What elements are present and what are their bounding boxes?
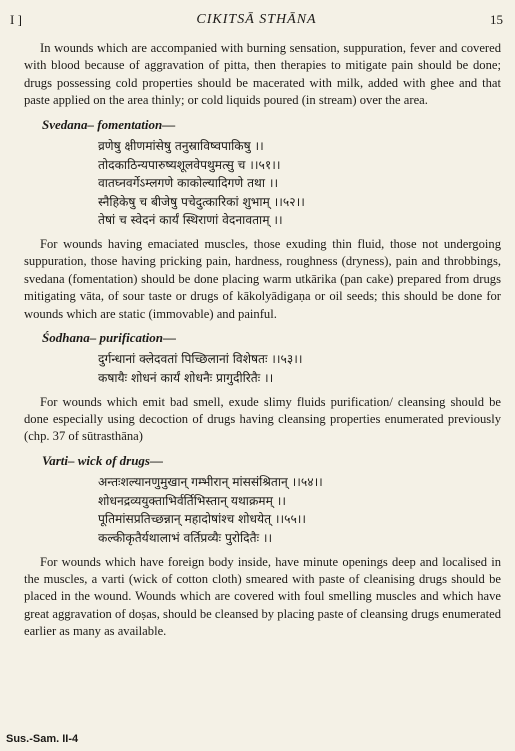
paragraph-sodhana: For wounds which emit bad smell, exude slimy fluids purification/ cleansing should be done especially using decoction of drugs having cleansing properties enumerated previously (chp. 37 of sūtrasthāna): [24, 394, 501, 444]
paragraph-pitta-wounds: In wounds which are accompanied with burning sensation, suppuration, fever and covered with blood because of aggravation of pitta, then therapies to mitigate pain should be done; drugs possessing cold properties should be macerated with milk, added with ghee and that paste applied on the area thinly; or cold liquids poured (in stream) over the area.: [24, 41, 501, 108]
verse-block-varti: [98, 473, 501, 547]
page-number: 15: [490, 12, 503, 27]
verse-line: पूतिमांसप्रतिच्छन्नान् महादोषांश्च शोधयेत् ।।५५।।: [98, 512, 307, 527]
page-header: [10, 12, 503, 32]
verse-line: तोदकाठिन्यपारुष्यशूलवेपथुमत्सु च ।।५१।।: [98, 157, 281, 172]
section-heading-varti: Varti– wick of drugs—: [42, 452, 163, 468]
verse-line: दुर्गन्धानां क्लेदवतां पिच्छिलानां विशेषतः ।।५३।।: [98, 352, 303, 367]
verse-line: कल्कीकृतैर्यथालाभं वर्तिप्रव्यैः पुरोदितैः ।।: [98, 531, 273, 546]
verse-line: अन्तःशल्यानणुमुखान् गम्भीरान् मांससंश्रितान् ।।५४।।: [98, 475, 323, 490]
verse-block-sodhana: [98, 350, 501, 387]
verse-line: वातघ्नवर्गेऽम्लगणे काकोल्यादिगणे तथा ।।: [98, 176, 279, 191]
paragraph-svedana: For wounds having emaciated muscles, those exuding thin fluid, those not undergoing suppuration, those having pricking pain, hardness, roughness (dryness), pain and throbbings, svedana (fomentation) should be done placing warm utkārika (pan cake) prepared from drugs mitigating vāta, of sour taste or drugs of kākolyādigaṇa or oil seeds; this should be done for wounds which are static (immovable) and painful.: [24, 237, 501, 321]
page-footer-signature: Sus.-Sam. II-4: [6, 733, 79, 745]
running-title: CIKITSĀ STHĀNA: [196, 12, 317, 27]
chapter-mark: I ]: [10, 12, 22, 27]
paragraph-varti: For wounds which have foreign body inside, have minute openings deep and localised in the muscles, a varti (wick of cotton cloth) smeared with paste of cleanising drugs should be placed in the wound. Wounds which are covered with foul smelling muscles and which have great aggravation of doṣas, should be cleansed by placing paste of cleansing drugs enumerated earlier as many as available.: [24, 554, 501, 639]
section-heading-svedana: Svedana– fomentation—: [42, 116, 176, 132]
verse-line: तेषां च स्वेदनं कार्यं स्थिराणां वेदनावताम् ।।: [98, 213, 283, 228]
verse-line: शोधनद्रव्ययुक्ताभिर्वर्तिभिस्तान् यथाक्रमम् ।।: [98, 493, 286, 508]
verse-line: कषायैः शोधनं कार्यं शोधनैः प्रागुदीरितैः ।।: [98, 371, 274, 386]
page-body: [24, 40, 501, 647]
section-heading-sodhana: Śodhana– purification—: [42, 330, 177, 346]
verse-line: व्रणेषु क्षीणमांसेषु तनुस्राविष्वपाकिषु ।।: [98, 139, 264, 154]
verse-line: स्नैहिकेषु च बीजेषु पचेदुत्कारिकां शुभाम् ।।५२।।: [98, 194, 305, 209]
verse-block-svedana: [98, 137, 501, 230]
